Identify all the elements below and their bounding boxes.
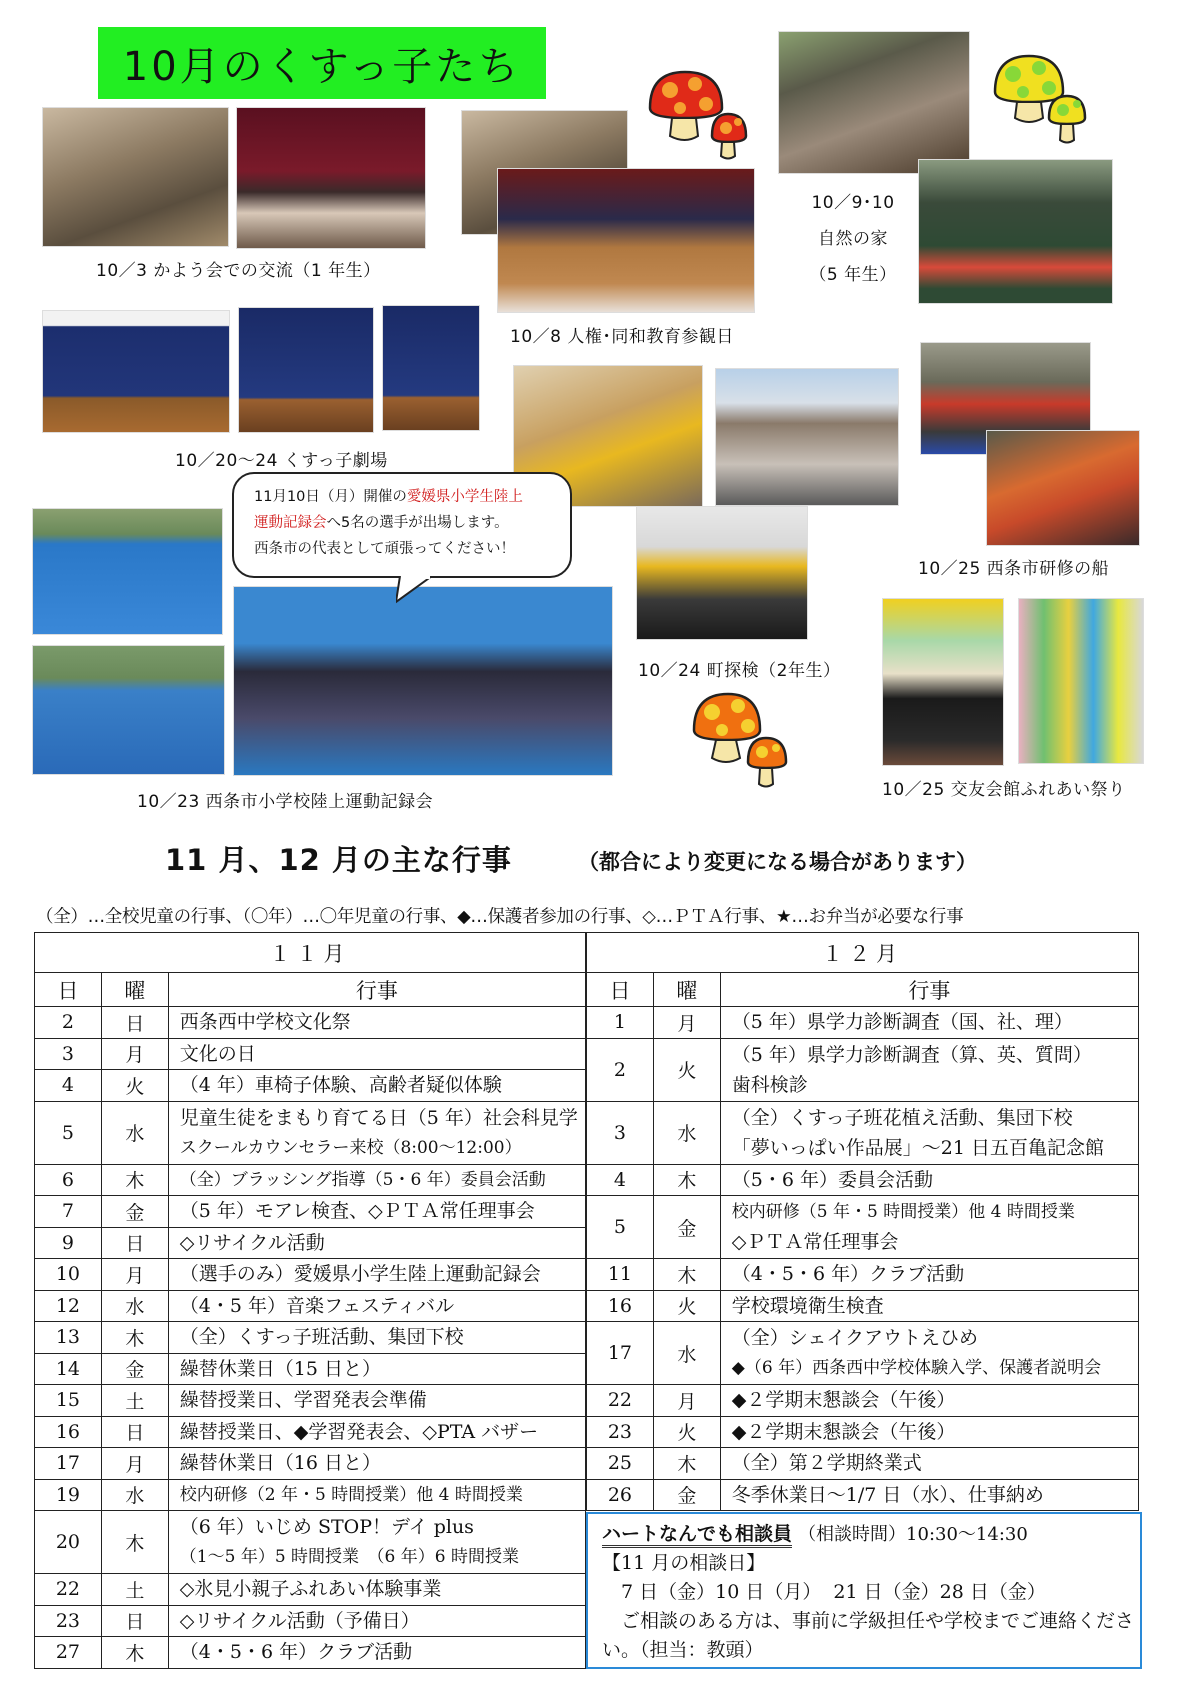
table-row <box>587 1101 1139 1164</box>
row-day: 9 <box>35 1227 102 1259</box>
schedule-note: （都合により変更になる場合があります） <box>578 850 977 874</box>
photo-gekijo-3 <box>382 305 480 431</box>
row-weekday: 月 <box>101 1259 168 1291</box>
event-text: （全）くすっ子班活動、集団下校 <box>179 1326 464 1349</box>
event-text: 文化の日 <box>179 1042 256 1065</box>
event-text: ◇リサイクル活動 <box>179 1231 325 1254</box>
row-weekday: 木 <box>101 1164 168 1196</box>
table-row <box>587 1385 1139 1417</box>
caption-jinken: 10／8 人権･同和教育参観日 <box>510 327 734 347</box>
row-day: 27 <box>35 1637 102 1669</box>
row-day: 5 <box>587 1196 654 1259</box>
col-event: 行事 <box>720 973 1138 1007</box>
schedule-legend: （全）…全校児童の行事、（〇年）…〇年児童の行事、◆…保護者参加の行事、◇…ＰＴＡ行事、★…お弁当が必要な行事 <box>36 907 964 927</box>
event-text: （5 年）県学力診断調査（国、社、理） <box>731 1011 1073 1034</box>
bubble-line-2: 運動記録会へ5名の選手が出場します。 <box>254 515 509 531</box>
row-day: 17 <box>35 1448 102 1480</box>
row-day: 23 <box>35 1605 102 1637</box>
row-day: 11 <box>587 1259 654 1291</box>
event-text: （4・5 年）音楽フェスティバル <box>179 1294 455 1317</box>
consult-subheading: 【11 月の相談日】 <box>602 1552 766 1574</box>
event-text: （5 年）県学力診断調査（算、英、質問） <box>731 1043 1092 1066</box>
row-events <box>720 1385 1138 1417</box>
row-events <box>168 1385 585 1417</box>
row-day: 3 <box>35 1038 102 1070</box>
event-text: ◆２学期末懇談会（午後） <box>731 1420 956 1443</box>
december-rows <box>587 1007 1139 1511</box>
row-events <box>168 1353 585 1385</box>
photo-rikujo-1 <box>32 508 223 635</box>
row-events <box>720 1196 1138 1259</box>
table-row <box>35 1101 586 1164</box>
row-weekday: 金 <box>653 1196 720 1259</box>
mushroom-icon-green <box>987 52 1097 147</box>
row-weekday: 水 <box>101 1101 168 1164</box>
table-row <box>35 1322 586 1354</box>
row-weekday: 月 <box>653 1007 720 1039</box>
table-row <box>587 1038 1139 1101</box>
row-day: 16 <box>587 1290 654 1322</box>
row-weekday: 月 <box>101 1038 168 1070</box>
november-header: １１月 <box>35 933 586 973</box>
event-text: （4・5・6 年）クラブ活動 <box>179 1641 413 1664</box>
row-weekday: 水 <box>101 1479 168 1511</box>
row-events <box>168 1038 585 1070</box>
caption-fureai: 10／25 交友会館ふれあい祭り <box>882 780 1126 800</box>
row-weekday: 火 <box>653 1416 720 1448</box>
table-row <box>587 1322 1139 1385</box>
table-row <box>35 1164 586 1196</box>
photo-kayoukai-2 <box>236 107 426 249</box>
table-row <box>35 1416 586 1448</box>
event-text: （4・5・6 年）クラブ活動 <box>731 1263 965 1286</box>
row-events <box>168 1416 585 1448</box>
photo-fureai-2 <box>1018 598 1144 764</box>
event-text: （選手のみ）愛媛県小学生陸上運動記録会 <box>179 1263 541 1286</box>
photo-gekijo-2 <box>238 307 374 433</box>
photo-gekijo-1 <box>42 310 230 433</box>
event-text: （全）第２学期終業式 <box>731 1452 922 1475</box>
event-text: 繰替授業日、◆学習発表会、◇PTA バザー <box>179 1420 539 1443</box>
col-weekday: 曜 <box>101 973 168 1007</box>
row-weekday: 木 <box>653 1164 720 1196</box>
row-weekday: 木 <box>101 1511 168 1574</box>
row-weekday: 金 <box>101 1353 168 1385</box>
consult-hours: （相談時間）10:30～14:30 <box>798 1524 1028 1545</box>
row-weekday: 木 <box>101 1637 168 1669</box>
photo-fune-2 <box>986 430 1140 546</box>
row-weekday: 水 <box>653 1322 720 1385</box>
row-day: 16 <box>35 1416 102 1448</box>
row-events <box>168 1259 585 1291</box>
table-row <box>35 1511 586 1574</box>
event-text: 繰替休業日（15 日と） <box>179 1357 381 1380</box>
caption-rikujo: 10／23 西条市小学校陸上運動記録会 <box>137 792 434 812</box>
row-day: 22 <box>587 1385 654 1417</box>
mushroom-icon-red <box>640 68 750 163</box>
row-events <box>168 1479 585 1511</box>
event-text: ◆（6 年）西条西中学校体験入学、保護者説明会 <box>731 1358 1102 1378</box>
event-text: 繰替授業日、学習発表会準備 <box>179 1389 427 1412</box>
caption-shizen-place: 自然の家 <box>818 229 888 249</box>
table-row <box>35 1038 586 1070</box>
event-text: 校内研修（5 年・5 時間授業）他 4 時間授業 <box>731 1202 1075 1222</box>
event-text: ◆２学期末懇談会（午後） <box>731 1389 956 1412</box>
row-events <box>168 1637 585 1669</box>
row-weekday: 金 <box>101 1196 168 1228</box>
table-row <box>587 1259 1139 1291</box>
november-table <box>34 932 586 1669</box>
row-events <box>168 1070 585 1102</box>
photo-machi-3 <box>636 506 808 640</box>
caption-gekijo: 10／20～24 くすっ子劇場 <box>175 451 388 471</box>
row-events <box>168 1322 585 1354</box>
row-weekday: 土 <box>101 1385 168 1417</box>
row-events <box>168 1227 585 1259</box>
row-weekday: 月 <box>101 1448 168 1480</box>
table-row <box>35 1196 586 1228</box>
row-events <box>720 1416 1138 1448</box>
table-row <box>35 1290 586 1322</box>
table-row <box>35 1259 586 1291</box>
row-weekday: 木 <box>653 1259 720 1291</box>
row-day: 15 <box>35 1385 102 1417</box>
bubble-line-3: 西条市の代表として頑張ってください！ <box>254 541 515 557</box>
table-row <box>35 1479 586 1511</box>
row-events <box>720 1448 1138 1480</box>
event-text: 西条西中学校文化祭 <box>179 1011 351 1034</box>
table-row <box>587 1007 1139 1039</box>
event-text: 校内研修（2 年・5 時間授業）他 4 時間授業 <box>179 1484 523 1505</box>
event-text: 「夢いっぱい作品展」～21 日五百亀記念館 <box>731 1136 1104 1159</box>
row-weekday: 土 <box>101 1574 168 1606</box>
table-row <box>587 1416 1139 1448</box>
row-day: 20 <box>35 1511 102 1574</box>
row-events <box>168 1448 585 1480</box>
row-day: 3 <box>587 1101 654 1164</box>
row-weekday: 火 <box>653 1038 720 1101</box>
row-day: 7 <box>35 1196 102 1228</box>
row-day: 4 <box>587 1164 654 1196</box>
row-weekday: 火 <box>653 1290 720 1322</box>
row-day: 2 <box>587 1038 654 1101</box>
photo-fureai-1 <box>882 598 1004 766</box>
consult-dates: 7 日（金）10 日（月） 21 日（金）28 日（金） <box>602 1581 1046 1603</box>
row-day: 1 <box>587 1007 654 1039</box>
row-day: 14 <box>35 1353 102 1385</box>
col-day: 日 <box>587 973 654 1007</box>
table-row <box>35 1070 586 1102</box>
mushroom-icon-orange <box>690 692 800 792</box>
photo-shizen-2 <box>918 159 1113 304</box>
photo-machi-2 <box>715 368 899 506</box>
announcement-bubble <box>232 472 572 578</box>
highlight-event-name: 愛媛県小学生陸上 <box>406 489 523 505</box>
event-text: ◇リサイクル活動（予備日） <box>179 1609 420 1632</box>
table-row <box>35 1574 586 1606</box>
consult-title: ハートなんでも相談員 <box>602 1523 792 1548</box>
row-weekday: 水 <box>653 1101 720 1164</box>
row-day: 10 <box>35 1259 102 1291</box>
table-row <box>35 1385 586 1417</box>
row-events <box>720 1007 1138 1039</box>
event-text: ◇氷見小親子ふれあい体験事業 <box>179 1578 442 1601</box>
row-day: 25 <box>587 1448 654 1480</box>
row-weekday: 金 <box>653 1479 720 1511</box>
row-weekday: 木 <box>101 1322 168 1354</box>
event-text: 児童生徒をまもり育てる日（5 年）社会科見学 <box>179 1106 578 1129</box>
event-text: （全）ブラッシング指導（5・6 年）委員会活動 <box>179 1169 546 1190</box>
row-day: 5 <box>35 1101 102 1164</box>
photo-jinken-2 <box>497 168 755 313</box>
row-day: 4 <box>35 1070 102 1102</box>
row-events <box>720 1164 1138 1196</box>
row-weekday: 木 <box>653 1448 720 1480</box>
row-day: 6 <box>35 1164 102 1196</box>
table-row <box>587 1164 1139 1196</box>
row-events <box>168 1574 585 1606</box>
row-events <box>168 1290 585 1322</box>
row-day: 26 <box>587 1479 654 1511</box>
caption-shizen-date: 10／9･10 <box>811 193 895 213</box>
november-rows <box>35 1007 586 1669</box>
event-text: （4 年）車椅子体験、高齢者疑似体験 <box>179 1074 502 1097</box>
row-weekday: 日 <box>101 1605 168 1637</box>
row-weekday: 水 <box>101 1290 168 1322</box>
caption-kayoukai: 10／3 かよう会での交流（1 年生） <box>96 261 381 281</box>
row-weekday: 日 <box>101 1007 168 1039</box>
photo-kayoukai-1 <box>42 107 229 247</box>
consult-message: ご相談のある方は、事前に学級担任や学校までご連絡ください。（担当：教頭） <box>602 1610 1135 1661</box>
row-day: 23 <box>587 1416 654 1448</box>
row-day: 13 <box>35 1322 102 1354</box>
row-events <box>720 1290 1138 1322</box>
table-row <box>35 1227 586 1259</box>
row-events <box>168 1101 585 1164</box>
table-row <box>35 1605 586 1637</box>
photo-rikujo-3 <box>233 586 613 776</box>
december-header: １２月 <box>587 933 1139 973</box>
bubble-tail <box>396 576 436 604</box>
caption-machi: 10／24 町探検（2年生） <box>638 661 841 681</box>
row-events <box>168 1196 585 1228</box>
table-row <box>35 1353 586 1385</box>
row-events <box>720 1259 1138 1291</box>
row-weekday: 月 <box>653 1385 720 1417</box>
row-events <box>720 1038 1138 1101</box>
event-text: （5 年）モアレ検査、◇ＰＴＡ常任理事会 <box>179 1200 535 1223</box>
event-text: 歯科検診 <box>731 1073 808 1096</box>
table-row <box>35 1448 586 1480</box>
event-text: 学校環境衛生検査 <box>731 1294 884 1317</box>
consultation-box <box>586 1512 1142 1669</box>
row-events <box>168 1164 585 1196</box>
december-table <box>586 932 1139 1511</box>
caption-shizen-grade: （5 年生） <box>809 265 897 285</box>
table-row <box>587 1290 1139 1322</box>
row-day: 19 <box>35 1479 102 1511</box>
row-weekday: 日 <box>101 1416 168 1448</box>
row-events <box>720 1479 1138 1511</box>
table-row <box>35 1007 586 1039</box>
table-row <box>587 1479 1139 1511</box>
col-day: 日 <box>35 973 102 1007</box>
event-text: 繰替休業日（16 日と） <box>179 1452 381 1475</box>
event-text: ◇ＰＴＡ常任理事会 <box>731 1231 899 1253</box>
row-events <box>168 1605 585 1637</box>
table-row <box>587 1196 1139 1259</box>
event-text: （5・6 年）委員会活動 <box>731 1168 933 1191</box>
row-day: 2 <box>35 1007 102 1039</box>
bubble-line-1: 11月10日（月）開催の愛媛県小学生陸上 <box>254 489 523 505</box>
table-row <box>35 1637 586 1669</box>
row-events <box>720 1322 1138 1385</box>
event-text: （全）シェイクアウトえひめ <box>731 1327 979 1349</box>
event-text: スクールカウンセラー来校（8:00～12:00） <box>179 1137 522 1158</box>
row-day: 17 <box>587 1322 654 1385</box>
caption-fune: 10／25 西条市研修の船 <box>918 559 1110 579</box>
event-text: （6 年）いじめ STOP！デイ plus <box>179 1516 474 1538</box>
schedule-title: 11 月、12 月の主な行事 <box>165 843 512 877</box>
row-day: 12 <box>35 1290 102 1322</box>
row-weekday: 日 <box>101 1227 168 1259</box>
row-events <box>168 1007 585 1039</box>
event-text: （1～5 年）5 時間授業 （6 年）6 時間授業 <box>179 1547 519 1567</box>
event-text: （全）くすっ子班花植え活動、集団下校 <box>731 1106 1073 1129</box>
col-event: 行事 <box>168 973 585 1007</box>
event-text: 冬季休業日～1/7 日（水）、仕事納め <box>731 1483 1044 1506</box>
row-weekday: 火 <box>101 1070 168 1102</box>
page-title: 10月のくすっ子たち <box>98 27 546 99</box>
photo-shizen-1 <box>778 31 970 174</box>
row-day: 22 <box>35 1574 102 1606</box>
row-events <box>720 1101 1138 1164</box>
photo-rikujo-2 <box>32 645 225 775</box>
row-events <box>168 1511 585 1574</box>
col-weekday: 曜 <box>653 973 720 1007</box>
table-row <box>587 1448 1139 1480</box>
